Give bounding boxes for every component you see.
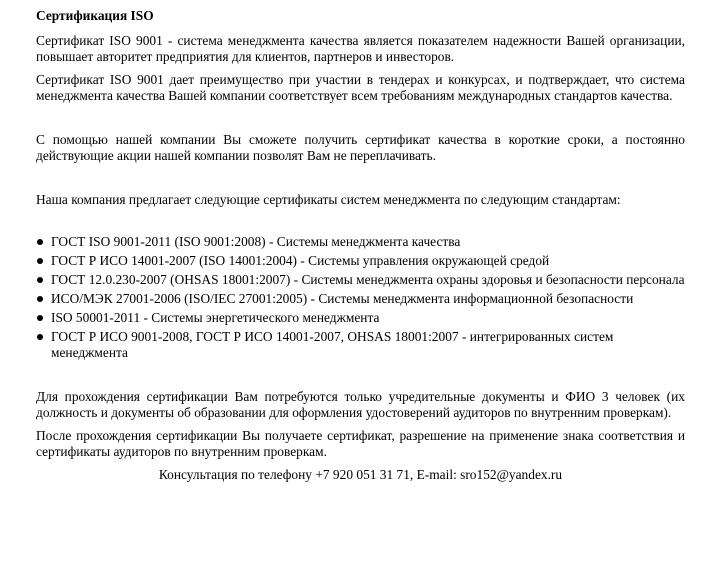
list-item: ГОСТ Р ИСО 14001-2007 (ISO 14001:2004) - Системы управления окружающей средой <box>51 253 685 269</box>
standards-list <box>36 234 685 361</box>
intro-paragraph-2: Сертификат ISO 9001 дает преимущество при участии в тендерах и конкурсах, и подтверждает, что система менеджмента качества Вашей компании соответствует всем требованиям международных стандартов качества. <box>36 72 685 103</box>
contact-line: Консультация по телефону +7 920 051 31 71, E-mail: sro152@yandex.ru <box>158 467 563 482</box>
list-item: ГОСТ Р ИСО 9001-2008, ГОСТ Р ИСО 14001-2007, OHSAS 18001:2007 - интегрированных систем менеджмента <box>51 329 685 361</box>
company-offer-paragraph: С помощью нашей компании Вы сможете получить сертификат качества в короткие сроки, а постоянно действующие акции нашей компании позволят Вам не переплачивать. <box>36 132 685 163</box>
list-item: ГОСТ ISO 9001-2011 (ISO 9001:2008) - Системы менеджмента качества <box>51 234 685 250</box>
result-paragraph: После прохождения сертификации Вы получаете сертификат, разрешение на применение знака соответствия и сертификаты аудиторов по внутренним проверкам. <box>36 428 685 459</box>
intro-paragraph-1: Сертификат ISO 9001 - система менеджмента качества является показателем надежности Вашей организации, повышает авторитет предприятия для клиентов, партнеров и инвесторов. <box>36 33 685 64</box>
list-item: ИСО/МЭК 27001-2006 (ISO/IEC 27001:2005) - Системы менеджмента информационной безопасности <box>51 291 685 307</box>
list-item: ISO 50001-2011 - Системы энергетического менеджмента <box>51 310 685 326</box>
page-title: Сертификация ISO <box>36 8 154 23</box>
requirements-paragraph: Для прохождения сертификации Вам потребуются только учредительные документы и ФИО 3 человек (их должность и документы об образовании для оформления удостоверений аудиторов по внутренним проверкам). <box>36 389 685 420</box>
standards-intro-paragraph: Наша компания предлагает следующие сертификаты систем менеджмента по следующим стандартам: <box>36 192 621 207</box>
list-item: ГОСТ 12.0.230-2007 (OHSAS 18001:2007) - Системы менеджмента охраны здоровья и безопасности персонала <box>51 272 685 287</box>
